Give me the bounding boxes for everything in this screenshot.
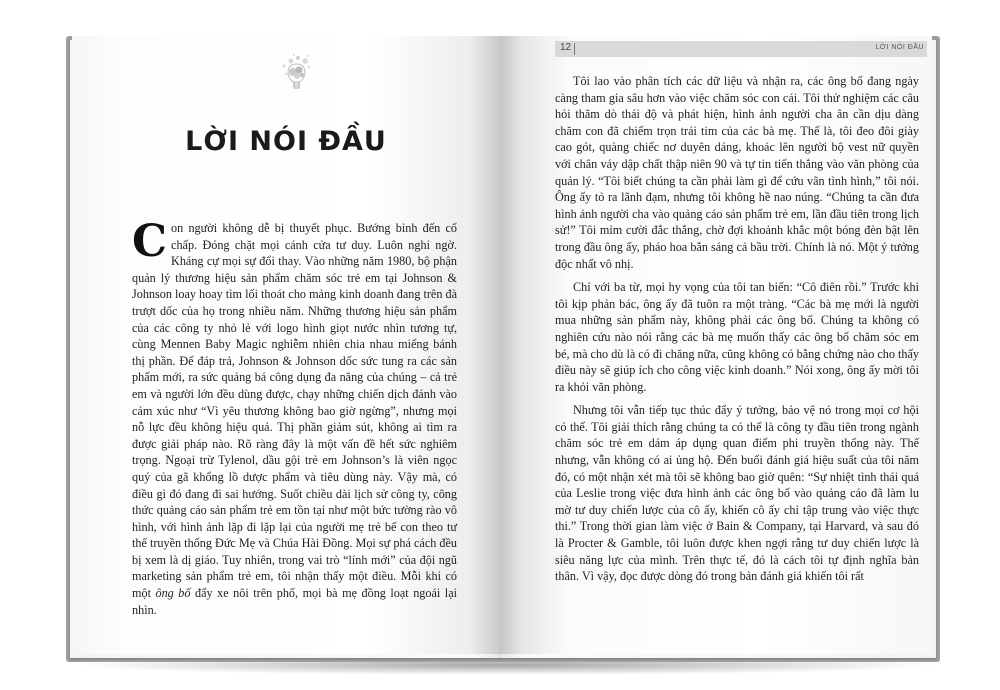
page-number: 12 <box>560 42 572 53</box>
right-paragraph-3: Nhưng tôi vẫn tiếp tục thúc đẩy ý tưởng, bảo vệ nó trong mọi cơ hội có thể. Tôi giải thích rằng chúng ta có thể là công ty đầu tiên trong ngành chăm sóc trẻ em dám áp dụng quan điểm phi truyền thống này. Thế nhưng, vẫn không có ai ủng hộ. Đến buổi đánh giá hiệu suất của tôi năm đó, có một nhận xét mà tôi sẽ không bao giờ quên: “Sự nhiệt tình thái quá của Leslie trong việc đưa hình ảnh các ông bố vào quảng cáo đã làm lu mờ tư duy chiến lược của cô ấy, khiến cô ấy chỉ tập trung vào việc thực thi.” Trong thời gian làm việc ở Bain & Company, tại Harvard, và sau đó là Procter & Gamble, tôi luôn được khen ngợi rằng tư duy chiến lược là siêu năng lực của mình. Trên thực tế, đó là cách tôi tự định nghĩa bản thân. Vì vậy, đọc được dòng đó trong bản đánh giá khiến tôi rất <box>555 403 919 584</box>
right-paragraph-2: Chỉ với ba từ, mọi hy vọng của tôi tan biến: “Cô điên rồi.” Trước khi tôi kịp phản bác, ông ấy đã tuôn ra một tràng. “Các bà mẹ mới là người mua những sản phẩm này, không phải các ông bố. Chúng ta không có nghiên cứu nào nói rằng các bà mẹ muốn thấy các ông bố chăm sóc em bé, mà cho dù là có đi chăng nữa, cũng không có bằng chứng nào cho thấy điều này sẽ giúp ích cho công việc kinh doanh.” Nói xong, ông ấy mời tôi ra khỏi văn phòng. <box>555 280 919 394</box>
left-body-text-1: on người không dễ bị thuyết phục. Bướng bỉnh đến cố chấp. Đóng chặt mọi cánh cửa tư duy. Luôn nghi ngờ. Kháng cự mọi sự đổi thay. Vào những năm 1980, bộ phận quản lý thương hiệu sản phẩm chăm sóc trẻ em tại Johnson & Johnson loay hoay tìm lối thoát cho mảng kinh doanh đang trên đà trượt dốc của họ trong nhiều năm. Những thương hiệu sản phẩm của các công ty nhỏ lẻ với logo hình giọt nước nhìn tương tự, cùng Mennen Baby Magic nghiễm nhiên chia nhau miếng bánh thị phần. Để đáp trả, Johnson & Johnson dốc sức tung ra các sản phẩm mới, ra sức quảng bá công dụng đa năng của chúng – cả trẻ em và người lớn đều dùng được, chạy những chiến dịch đánh vào cảm xúc như “Vì yêu thương không bao giờ ngừng”, nhưng mọi nỗ lực đều không hiệu quả. Thị phần giảm sút, không ai tìm ra được giải pháp nào. Rõ ràng đây là một vấn đề hết sức nghiêm trọng. Ngoại trừ Tylenol, dầu gội trẻ em Johnson’s là viên ngọc quý của gã khổng lồ dược phẩm và tiêu dùng này. Vậy mà, có điều gì đó đang đi sai hướng. Suốt chiều dài lịch sử công ty, công thức quảng cáo sản phẩm trẻ em tồn tại như một bức tường rào vô hình, với hình ảnh lặp đi lặp lại của người mẹ trẻ bế con theo tư thế truyền thống Đức Mẹ và Chúa Hài Đồng. Mọi sự phá cách đều bị xem là dị giáo. Tuy nhiên, trong vai trò “lính mới” của đội ngũ marketing sản phẩm trẻ em, tôi nhận thấy một điều. Mỗi khi có một <box>132 221 457 601</box>
left-body-emphasis: ông bố <box>155 586 191 601</box>
running-header-bar <box>555 41 927 57</box>
chapter-title: LỜI NÓI ĐẦU <box>185 126 387 157</box>
header-divider <box>574 43 575 55</box>
lightbulb-bubbles-icon <box>272 52 320 100</box>
drop-cap: C <box>132 216 168 267</box>
running-header-title: LỜI NÓI ĐẦU <box>875 44 924 51</box>
left-body-text-2: đẩy xe nôi trên phố, mọi bà mẹ đồng loạt ngoái lại nhìn. <box>132 586 457 617</box>
right-paragraph-1: Tôi lao vào phân tích các dữ liệu và nhận ra, các ông bố đang ngày càng tham gia sâu hơn vào việc chăm sóc con cái. Tôi thử nghiệm các câu hỏi thăm dò thái độ và phát hiện, hình ảnh người cha ân cần dịu dàng chăm con đã chiếm trọn trái tim của các bà mẹ. Thế là, tôi đeo đôi giày cao gót, quàng chiếc nơ duyên dáng, khoác lên người bộ vest nữ quyền với chân váy dập chất thập niên 90 và tự tin tiến thẳng vào văn phòng của quản lý. “Tôi biết chúng ta cần phải làm gì để cứu vãn tình hình,” tôi nói. Ông ấy tỏ ra lãnh đạm, nhưng tôi không hề nao núng. “Chúng ta cần đưa hình ảnh người cha vào quảng cáo sản phẩm trẻ em, lần đầu tiên trong lịch sử!” Tôi mỉm cười đắc thắng, chờ đợi khoảnh khắc một bóng đèn bật lên trong đầu ông ấy, pháo hoa bắn sáng cả bầu trời. Chính là nó. Một ý tưởng độc nhất vô nhị. <box>555 74 919 271</box>
left-body-paragraph <box>132 216 457 618</box>
right-body <box>555 73 919 592</box>
